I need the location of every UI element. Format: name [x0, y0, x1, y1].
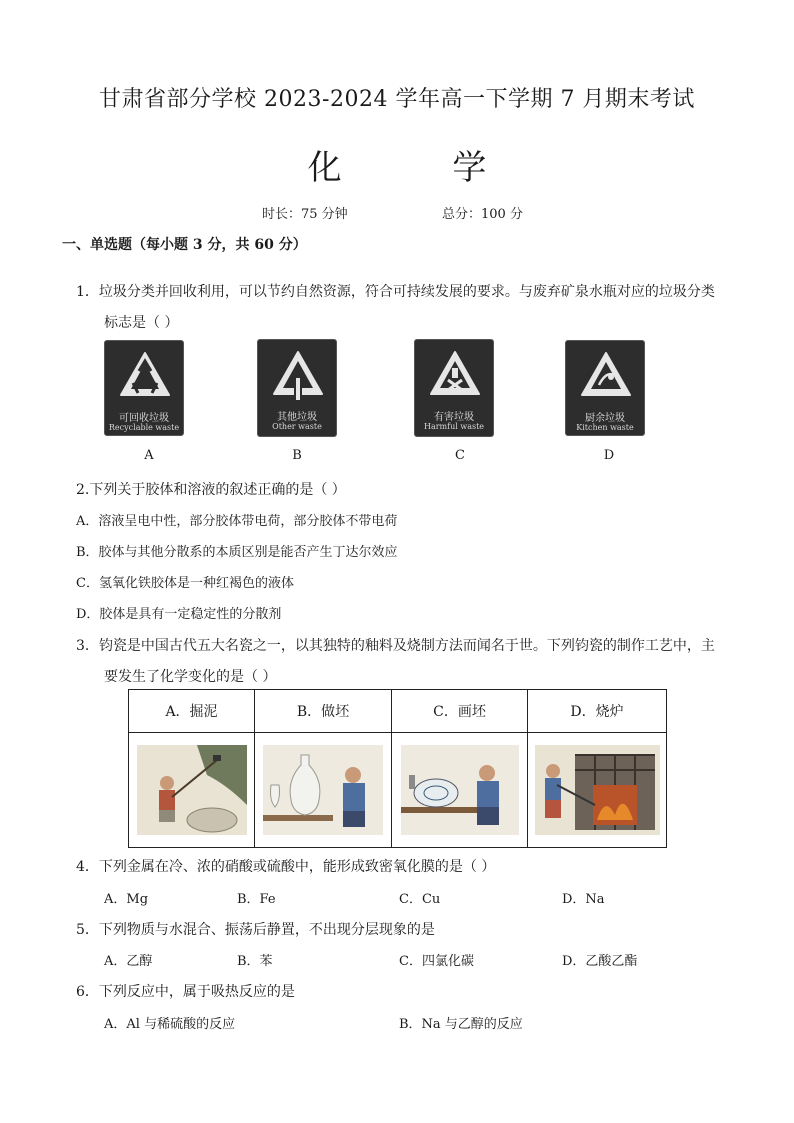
- other-waste-sign: [257, 339, 337, 437]
- sign-en-label: Other waste: [272, 422, 322, 431]
- question-6-stem: 6．下列反应中，属于吸热反应的是: [76, 984, 295, 1000]
- question-3-stem-line2: 要发生了化学变化的是（ ）: [104, 669, 277, 685]
- firing-kiln-image: [535, 745, 660, 835]
- question-5-stem: 5．下列物质与水混合、振荡后静置，不出现分层现象的是: [76, 922, 435, 938]
- question-1-stem-line1: 1．垃圾分类并回收利用，可以节约自然资源，符合可持续发展的要求。与废弃矿泉水瓶对应的垃圾分类: [76, 284, 715, 300]
- question-4-option-a: A．Mg: [104, 892, 149, 907]
- question-6-option-a: A．Al 与稀硫酸的反应: [104, 1017, 236, 1032]
- digging-clay-illustration: [129, 733, 255, 848]
- question-3-stem-line1: 3．钧瓷是中国古代五大名瓷之一，以其独特的釉料及烧制方法而闻名于世。下列钧瓷的制作工艺中，主: [76, 638, 715, 654]
- kitchen-waste-icon: [580, 349, 632, 405]
- shaping-body-illustration: [255, 733, 392, 848]
- question-4-option-b: B．Fe: [237, 892, 276, 907]
- harmful-waste-icon: [429, 348, 481, 404]
- sign-en-label: Kitchen waste: [576, 423, 634, 432]
- question-4-stem: 4．下列金属在冷、浓的硝酸或硫酸中，能形成致密氧化膜的是（ ）: [76, 859, 496, 875]
- sign-en-label: Harmful waste: [423, 422, 485, 431]
- recycle-icon: [119, 349, 171, 405]
- question-5-option-c: C．四氯化碳: [399, 954, 474, 969]
- exam-total-score: 总分：100 分: [442, 207, 523, 222]
- sign-cn-label: 可回收垃圾: [119, 413, 169, 424]
- question-2-option-d: D．胶体是具有一定稳定性的分散剂: [76, 607, 282, 622]
- recyclable-waste-sign: [104, 340, 184, 436]
- harmful-waste-sign: [414, 339, 494, 437]
- question-5-option-a: A．乙醇: [104, 954, 153, 969]
- kitchen-waste-sign: [565, 340, 645, 436]
- table-header-c: C．画坯: [392, 690, 528, 733]
- sign-en-label: Recyclable waste: [108, 423, 180, 432]
- option-label-a: A: [144, 448, 154, 463]
- shaping-body-image: [263, 745, 383, 835]
- question-6-option-b: B．Na 与乙醇的反应: [399, 1017, 523, 1032]
- subject-title: 化 学: [307, 148, 537, 188]
- question-4-option-d: D．Na: [562, 892, 605, 907]
- question-4-option-c: C．Cu: [399, 892, 441, 907]
- table-header-b: B．做坯: [255, 690, 392, 733]
- question-2-stem: 2.下列关于胶体和溶液的叙述正确的是（ ）: [76, 482, 346, 498]
- question-5-option-d: D．乙酸乙酯: [562, 954, 638, 969]
- digging-clay-image: [137, 745, 247, 835]
- sign-cn-label: 有害垃圾: [434, 412, 474, 423]
- question-1-stem-line2: 标志是（ ）: [104, 315, 179, 331]
- option-label-c: C: [455, 448, 465, 463]
- sign-cn-label: 其他垃圾: [277, 412, 317, 423]
- exam-title: 甘肃省部分学校 2023-2024 学年高一下学期 7 月期末考试: [99, 87, 695, 112]
- question-2-option-b: B．胶体与其他分散系的本质区别是能否产生丁达尔效应: [76, 545, 398, 560]
- table-header-a: A．掘泥: [129, 690, 255, 733]
- table-header-d: D．烧炉: [528, 690, 667, 733]
- sign-cn-label: 厨余垃圾: [585, 413, 625, 424]
- option-label-d: D: [603, 448, 615, 463]
- section-heading: 一、单选题（每小题 3 分，共 60 分）: [62, 237, 307, 253]
- porcelain-process-table: [128, 689, 667, 848]
- painting-body-image: [401, 745, 519, 835]
- question-2-option-a: A．溶液呈电中性，部分胶体带电荷，部分胶体不带电荷: [76, 514, 398, 529]
- question-5-option-b: B．苯: [237, 954, 273, 969]
- exam-duration: 时长：75 分钟: [262, 207, 348, 222]
- option-label-b: B: [292, 448, 302, 463]
- other-waste-icon: [272, 348, 324, 404]
- painting-body-illustration: [392, 733, 528, 848]
- question-2-option-c: C．氢氧化铁胶体是一种红褐色的液体: [76, 576, 294, 591]
- firing-kiln-illustration: [528, 733, 667, 848]
